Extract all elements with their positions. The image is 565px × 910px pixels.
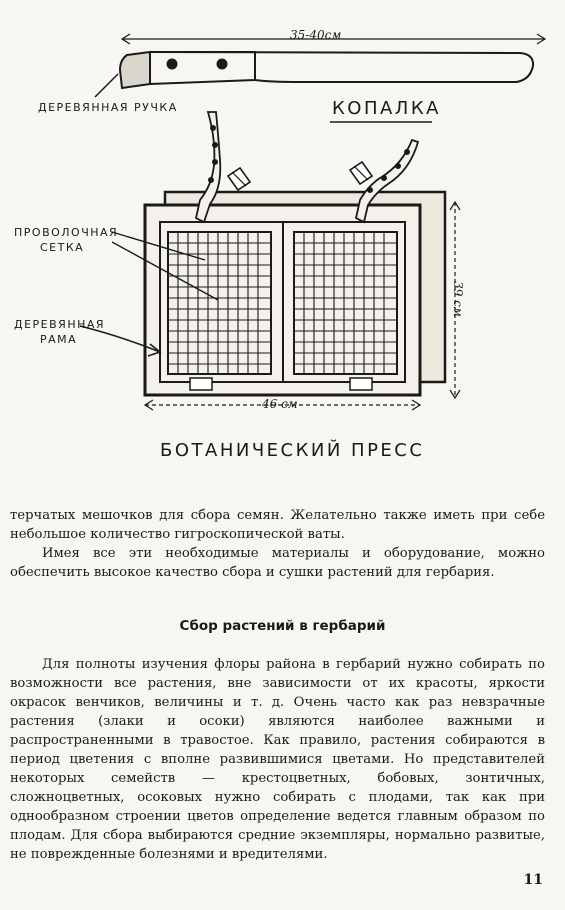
shovel-dimension-label: 35-40см xyxy=(290,28,342,42)
shovel-title: КОПАЛКА xyxy=(332,98,441,119)
text-block-bottom xyxy=(10,655,545,864)
press-title: БОТАНИЧЕСКИЙ ПРЕСС xyxy=(160,440,425,461)
mesh-label-line2: СЕТКА xyxy=(40,241,85,254)
text-block-top xyxy=(10,506,545,582)
paragraph: Имея все эти необходимые материалы и оборудование, можно обеспечить высокое качество сбора и сушки растений для гербария. xyxy=(10,546,545,580)
paragraph: Для полноты изучения флоры района в гербарий нужно собирать по возможности все растения, вне зависимости от их красоты, яркости окрасок венчиков, величины и т. д. Очень часто как раз невзрачные растения (злаки и осоки) являются наиболее важными и распространенными в травостое. Как правило, растения собираются в период цветения с вполне развившимися цветами. Но представителей некоторых семейств — крестоцветных, бобовых, зонтичных, сложноцветных, осоковых нужно собирать с плодами, так как при однообразном строении цветов определение ведется главным образом по плодам. Для сбора выбираются средние экземпляры, нормально развитые, не поврежденные болезнями и вредителями. xyxy=(10,657,545,862)
section-heading: Сбор растений в гербарий xyxy=(179,618,386,634)
height-dimension-label: 39 см xyxy=(450,281,465,317)
frame-label-line1: ДЕРЕВЯННАЯ xyxy=(14,318,106,331)
page-number: 11 xyxy=(523,872,543,888)
shovel-handle-label: ДЕРЕВЯННАЯ РУЧКА xyxy=(38,101,178,114)
frame-label-line2: РАМА xyxy=(40,333,78,346)
press-drawing xyxy=(80,112,460,410)
width-dimension-label: 46 см xyxy=(262,397,298,411)
mesh-label-line1: ПРОВОЛОЧНАЯ xyxy=(14,226,119,239)
paragraph: терчатых мешочков для сбора семян. Желательно также иметь при себе небольшое количество гигроскопической ваты. xyxy=(10,508,545,542)
